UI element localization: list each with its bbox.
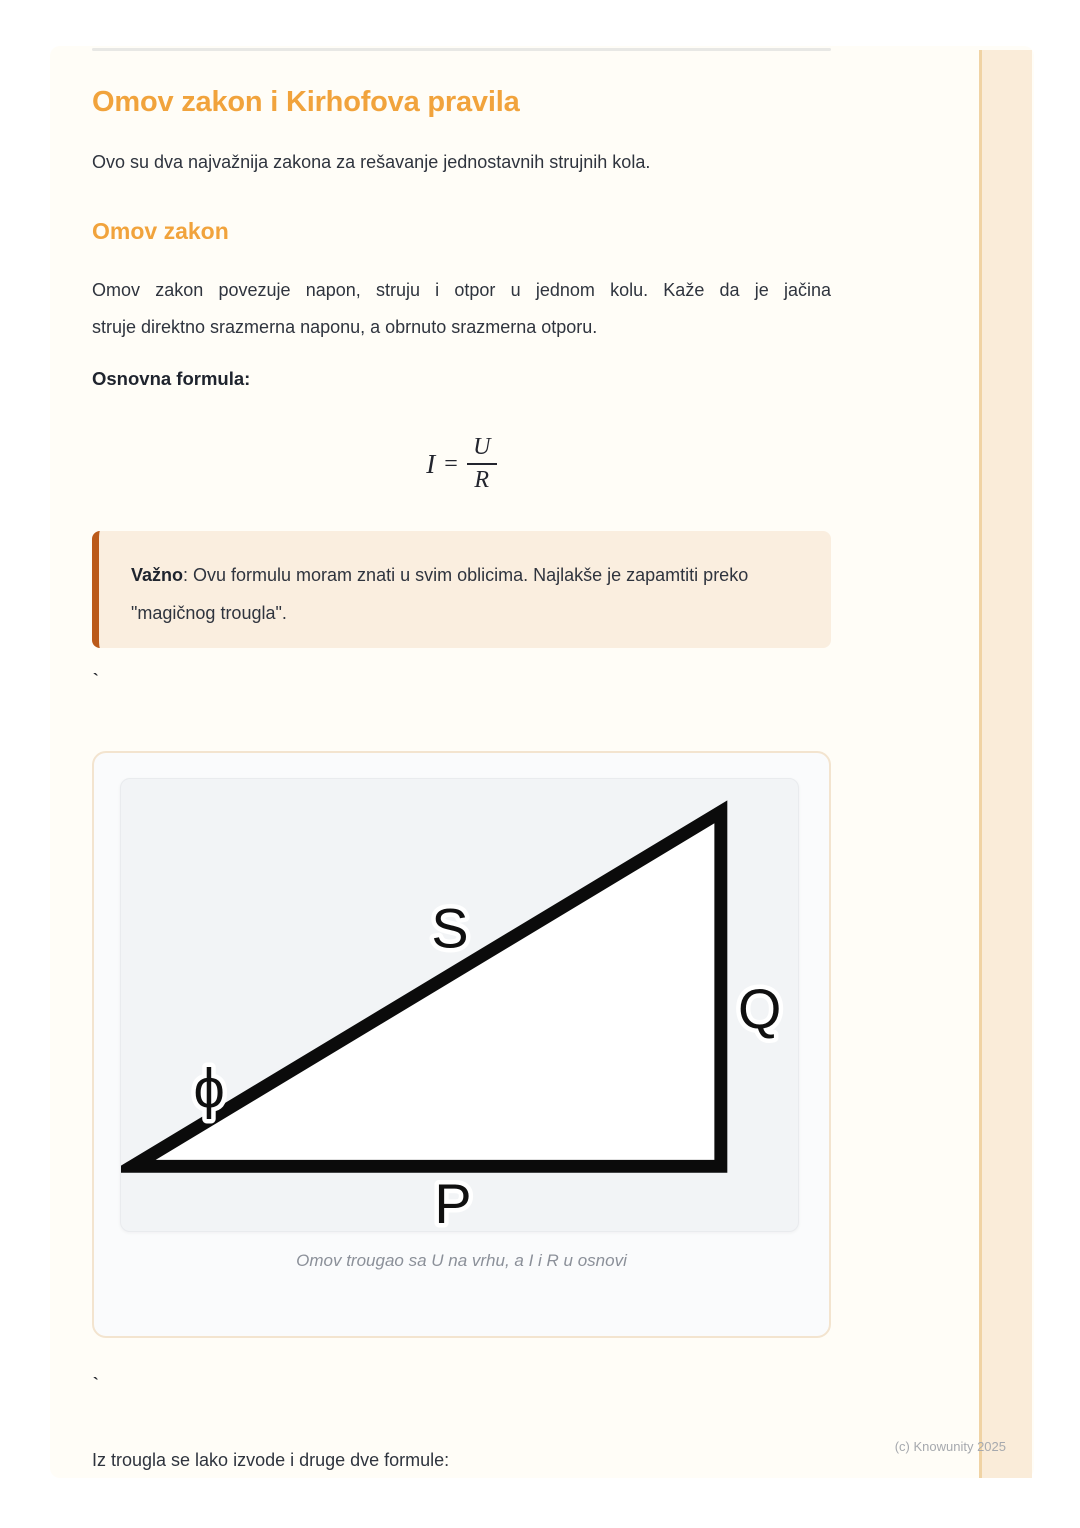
important-callout [92, 531, 831, 648]
label-hypotenuse: S [431, 897, 469, 960]
intro-paragraph: Ovo su dva najvažnija zakona za rešavanje jednostavnih strujnih kola. [92, 152, 651, 172]
label-angle-phi: ϕ [193, 1057, 225, 1120]
callout-label: Važno [131, 565, 184, 585]
formula-fraction [467, 435, 497, 493]
triangle-figure-image [120, 778, 799, 1232]
closing-paragraph: Iz trougla se lako izvode i druge dve formule: [92, 1450, 450, 1470]
formula-lhs: I [426, 448, 436, 479]
formula-intro-label: Osnovna formula: [92, 368, 251, 389]
label-base: P [434, 1173, 472, 1231]
formula-equals: = [444, 450, 458, 477]
ohms-law-formula [92, 428, 831, 500]
section-heading: Omov zakon [92, 218, 229, 244]
page-title: Omov zakon i Kirhofova pravila [92, 86, 520, 118]
label-right-side: Q [737, 977, 782, 1040]
formula-numerator: U [473, 433, 491, 460]
fraction-bar [467, 463, 497, 465]
body-paragraph-line1: Omov zakon povezuje napon, struju i otpor u jednom kolu. Kaže da je jačina [92, 280, 831, 300]
body-paragraph [92, 272, 831, 346]
figure-caption: Omov trougao sa U na vrhu, a I i R u osnovi [296, 1251, 627, 1270]
formula-denominator: R [474, 467, 490, 493]
knowunity-watermark: (c) Knowunity 2025 [894, 1439, 1006, 1454]
top-divider [92, 48, 831, 51]
callout-text: : Ovu formulu moram znati u svim oblicima. Najlakše je zapamtiti preko "magičnog trougla". [131, 565, 749, 623]
triangle-figure-card [92, 751, 831, 1338]
body-paragraph-line2: struje direktno srazmerna naponu, a obrnuto srazmerna otporu. [92, 317, 598, 337]
right-accent-strip [979, 50, 1032, 1478]
stray-backtick-2: ` [93, 1374, 99, 1393]
stray-backtick-1: ` [93, 670, 99, 689]
power-triangle-drawing [121, 779, 798, 1231]
